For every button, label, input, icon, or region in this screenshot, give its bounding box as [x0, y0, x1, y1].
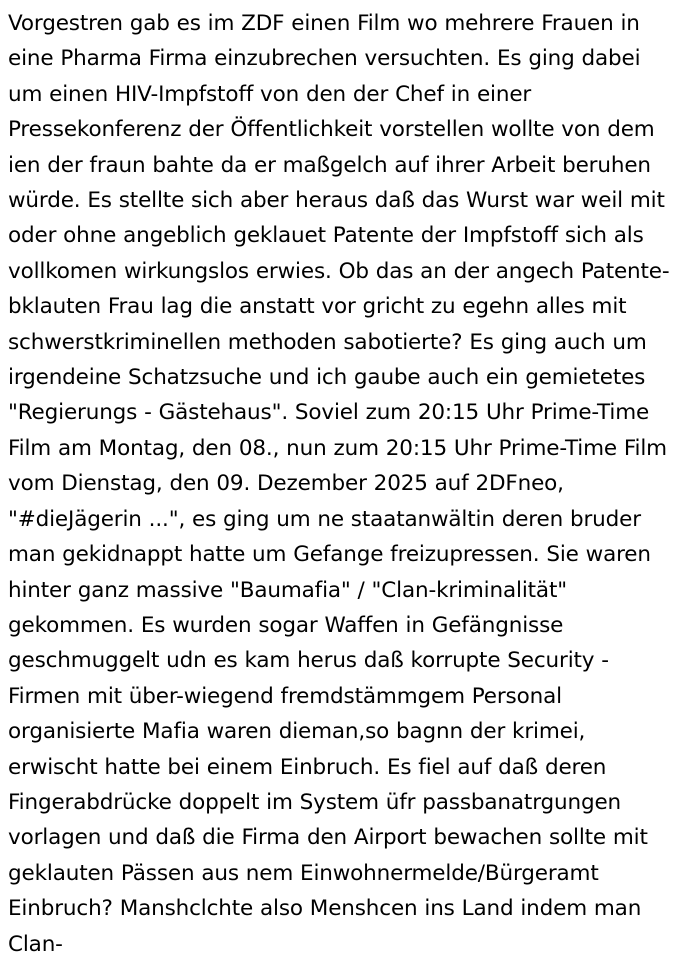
document-paragraph: Vorgestren gab es im ZDF einen Film wo mehrere Frauen in eine Pharma Firma einzubrechen versuchten. Es ging dabei um einen HIV-Impfstoff von den der Chef in einer Pressekonferenz der Öffentlichkeit vorstellen wollte von dem ien der fraun bahte da er maßgelch auf ihrer Arbeit beruhen würde. Es stellte sich aber heraus daß das Wurst war weil mit oder ohne angeblich geklauet Patente der Impfstoff sich als vollkomen wirkungslos erwies. Ob das an der angech Patente-bklauten Frau lag die anstatt vor gricht zu egehn alles mit schwerstkriminellen methoden sabotierte? Es ging auch um irgendeine Schatzsuche und ich gaube auch ein gemietetes "Regierungs - Gästehaus". Soviel zum 20:15 Uhr Prime-Time Film am Montag, den 08., nun zum 20:15 Uhr Prime-Time Film vom Dienstag, den 09. Dezember 2025 auf 2DFneo, "#dieJägerin ...", es ging um ne staatanwältin deren bruder man gekidnappt hatte um Gefange freizupressen. Sie waren hinter ganz massive "Baumafia" / "Clan-kriminalität" gekommen. Es wurden sogar Waffen in Gefängnisse geschmuggelt udn es kam herus daß korrupte Security - Firmen mit über-wiegend fremdstämmgem Personal organisierte Mafia waren dieman,so bagnn der krimei, erwischt hatte bei einem Einbruch. Es fiel auf daß deren Fingerabdrücke doppelt im System üfr passbanatrgungen vorlagen und daß die Firma den Airport bewachen sollte mit geklauten Pässen aus nem Einwohnermelde/Bürgeramt Einbruch? Manshclchte also Menshcen ins Land indem man Clan- [8, 11, 674, 957]
